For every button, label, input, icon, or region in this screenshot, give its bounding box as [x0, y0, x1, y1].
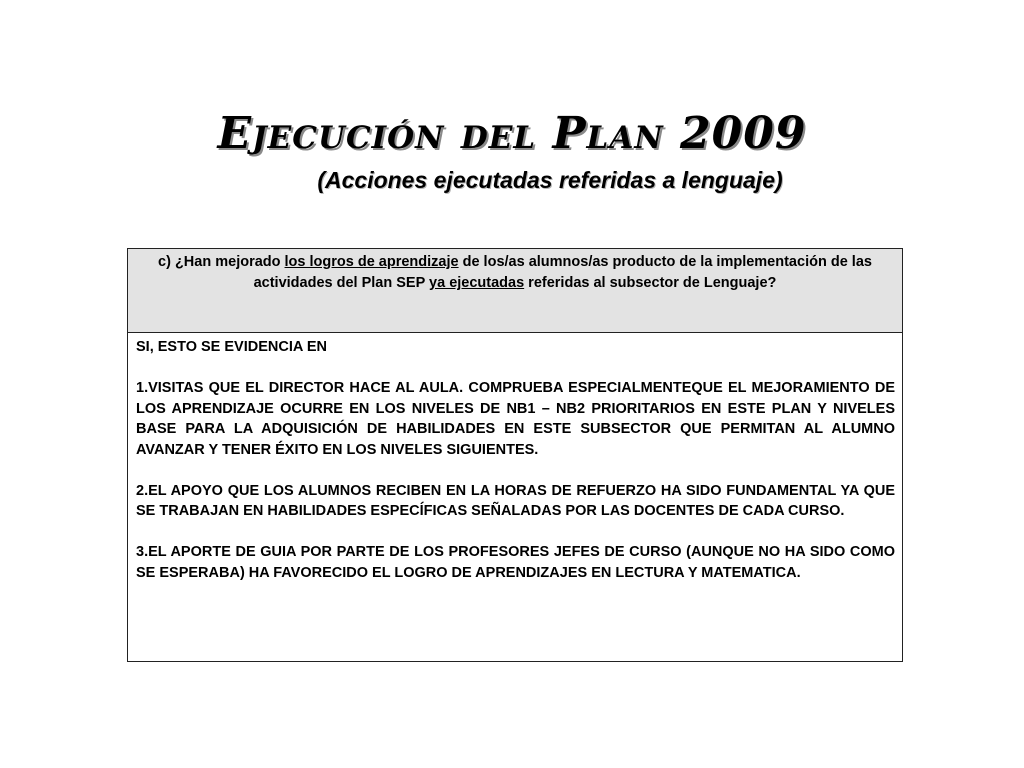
question-underline-ejecutadas: ya ejecutadas — [429, 275, 525, 291]
page-subtitle: (Acciones ejecutadas referidas a lenguaje) — [317, 167, 783, 193]
answer-cell — [128, 333, 902, 583]
question-underline-logros: los logros de aprendizaje — [284, 254, 459, 270]
answer-intro: SI, ESTO SE EVIDENCIA EN — [136, 339, 327, 355]
spacer — [136, 460, 895, 481]
question-text-part3: referidas al subsector de Lenguaje? — [524, 275, 777, 291]
spacer — [136, 358, 895, 379]
question-answer-table — [127, 248, 903, 662]
page-title: Ejecución del Plan 2009 — [217, 108, 807, 159]
answer-item-1: 1.VISITAS QUE EL DIRECTOR HACE AL AULA. COMPRUEBA ESPECIALMENTEQUE EL MEJORAMIENTO DE LOS APRENDIZAJE OCURRE EN LOS NIVELES DE NB1 – NB2 PRIORITARIOS EN ESTE PLAN Y NIVELES BASE PARA LA ADQUISICIÓN DE HABILIDADES EN ESTE SUBSECTOR QUE PERMITAN AL ALUMNO AVANZAR Y TENER ÉXITO EN LOS NIVELES SIGUIENTES. — [136, 380, 895, 458]
answer-item-2: 2.EL APOYO QUE LOS ALUMNOS RECIBEN EN LA HORAS DE REFUERZO HA SIDO FUNDAMENTAL YA QUE SE TRABAJAN EN HABILIDADES ESPECÍFICAS SEÑALADAS POR LAS DOCENTES DE CADA CURSO. — [136, 482, 895, 519]
question-text-part1: c) ¿Han mejorado — [158, 254, 285, 270]
spacer — [136, 522, 895, 543]
answer-item-3: 3.EL APORTE DE GUIA POR PARTE DE LOS PROFESORES JEFES DE CURSO (AUNQUE NO HA SIDO COMO SE ESPERABA) HA FAVORECIDO EL LOGRO DE APRENDIZAJES EN LECTURA Y MATEMATICA. — [136, 544, 895, 581]
question-cell — [128, 249, 902, 333]
question-text-part2: de los/as alumnos/as producto de la implementación de las actividades del Plan SEP — [253, 254, 872, 291]
